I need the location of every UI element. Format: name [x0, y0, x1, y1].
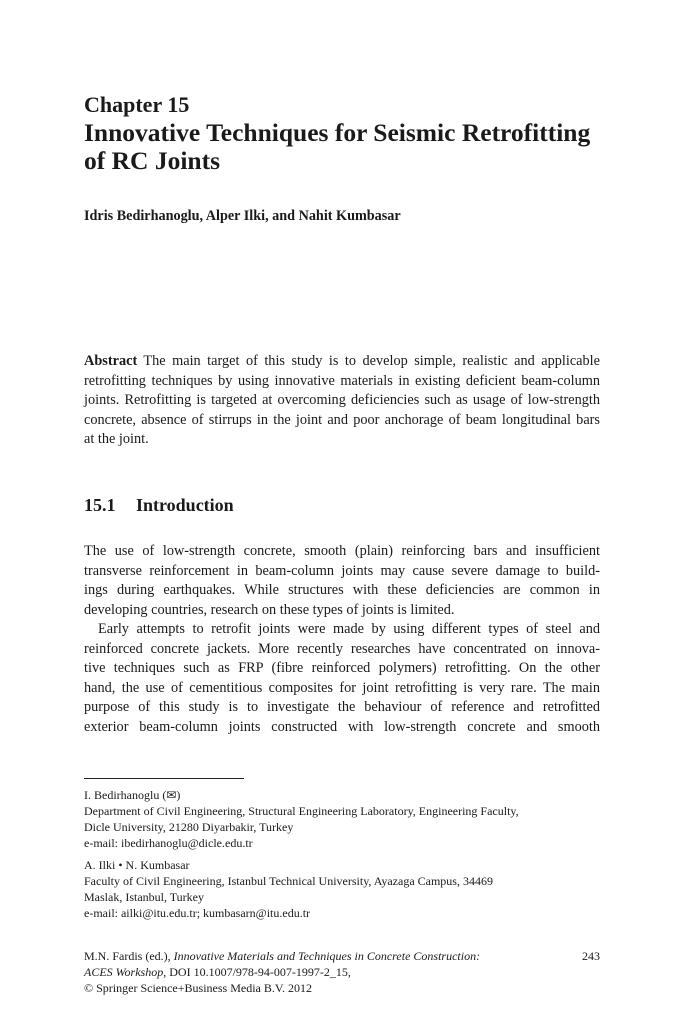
title-line: Innovative Techniques for Seismic Retrofitting	[84, 118, 591, 147]
chapter-label: Chapter 15	[84, 92, 190, 117]
citation-line-2	[84, 964, 600, 980]
doi: , DOI 10.1007/978-94-007-1997-2_15,	[163, 965, 351, 979]
citation-line-1	[84, 948, 600, 964]
authors: Idris Bedirhanoglu, Alper Ilki, and Nahit Kumbasar	[84, 208, 401, 224]
abstract-line	[84, 352, 600, 372]
footnote-rule	[84, 778, 244, 779]
paragraph-line: The use of low-strength concrete, smooth (plain) reinforcing bars and insufficient	[84, 543, 600, 559]
series: ACES Workshop	[84, 965, 164, 979]
title-line: of RC Joints	[84, 146, 221, 175]
abstract-label: Abstract	[84, 353, 138, 369]
footnote-line: Dicle University, 21280 Diyarbakir, Turkey	[84, 820, 294, 834]
page-footer	[84, 948, 600, 996]
abstract-line: joints. Retrofitting is targeted at overcoming deficiencies such as usage of low-strength	[84, 392, 600, 408]
paragraph-line: hand, the use of cementitious composites for joint retrofitting is very rare. The main	[84, 679, 600, 696]
section-number: 15.1	[84, 495, 116, 515]
abstract-line: retrofitting techniques by using innovative materials in existing deficient beam-column	[84, 372, 600, 389]
paragraph-line: purpose of this study is to investigate the behaviour of reference and retrofitted	[84, 699, 600, 715]
editor: M.N. Fardis (ed.),	[84, 949, 174, 963]
page-number: 243	[582, 949, 600, 963]
footnote-line: I. Bedirhanoglu (✉)	[84, 788, 181, 802]
abstract-line-text: The main target of this study is to develop simple, realistic and applicable	[137, 353, 600, 369]
paragraph-line: reinforced concrete jackets. More recently researches have concentrated on innova-	[84, 640, 600, 657]
copyright: © Springer Science+Business Media B.V. 2012	[84, 981, 312, 995]
book-title: Innovative Materials and Techniques in Concrete Construction:	[173, 949, 481, 963]
footnote-line: A. Ilki • N. Kumbasar	[84, 858, 190, 872]
section-heading	[84, 495, 600, 516]
paragraph-line: exterior beam-column joints constructed with low-strength concrete and smooth	[84, 718, 600, 735]
footnote-line: e-mail: ailki@itu.edu.tr; kumbasarn@itu.edu.tr	[84, 906, 311, 920]
footnote-line: Maslak, Istanbul, Turkey	[84, 890, 204, 904]
abstract-line: at the joint.	[84, 431, 149, 447]
footnote-line: Faculty of Civil Engineering, Istanbul Technical University, Ayazaga Campus, 34469	[84, 874, 493, 888]
paragraph-line: transverse reinforcement in beam-column joints may cause severe damage to build-	[84, 562, 600, 579]
footnote-affiliation-1	[84, 787, 600, 851]
paragraph-line: ings during earthquakes. While structures with these deficiencies are common in	[84, 582, 600, 598]
paragraph-line: tive techniques such as FRP (fibre reinforced polymers) retrofitting. On the other	[84, 660, 600, 676]
paragraph-line: developing countries, research on these types of joints is limited.	[84, 601, 455, 618]
chapter-title	[84, 119, 600, 175]
abstract	[84, 352, 600, 450]
section-title: Introduction	[136, 495, 234, 515]
introduction-text	[84, 542, 600, 737]
footnote-line: e-mail: ibedirhanoglu@dicle.edu.tr	[84, 836, 253, 850]
footnote-line: Department of Civil Engineering, Structural Engineering Laboratory, Engineering Faculty,	[84, 804, 519, 818]
paragraph-line: Early attempts to retrofit joints were made by using different types of steel and	[98, 621, 600, 637]
abstract-line: concrete, absence of stirrups in the joint and poor anchorage of beam longitudinal bars	[84, 411, 600, 428]
footnote-affiliation-2	[84, 857, 600, 921]
